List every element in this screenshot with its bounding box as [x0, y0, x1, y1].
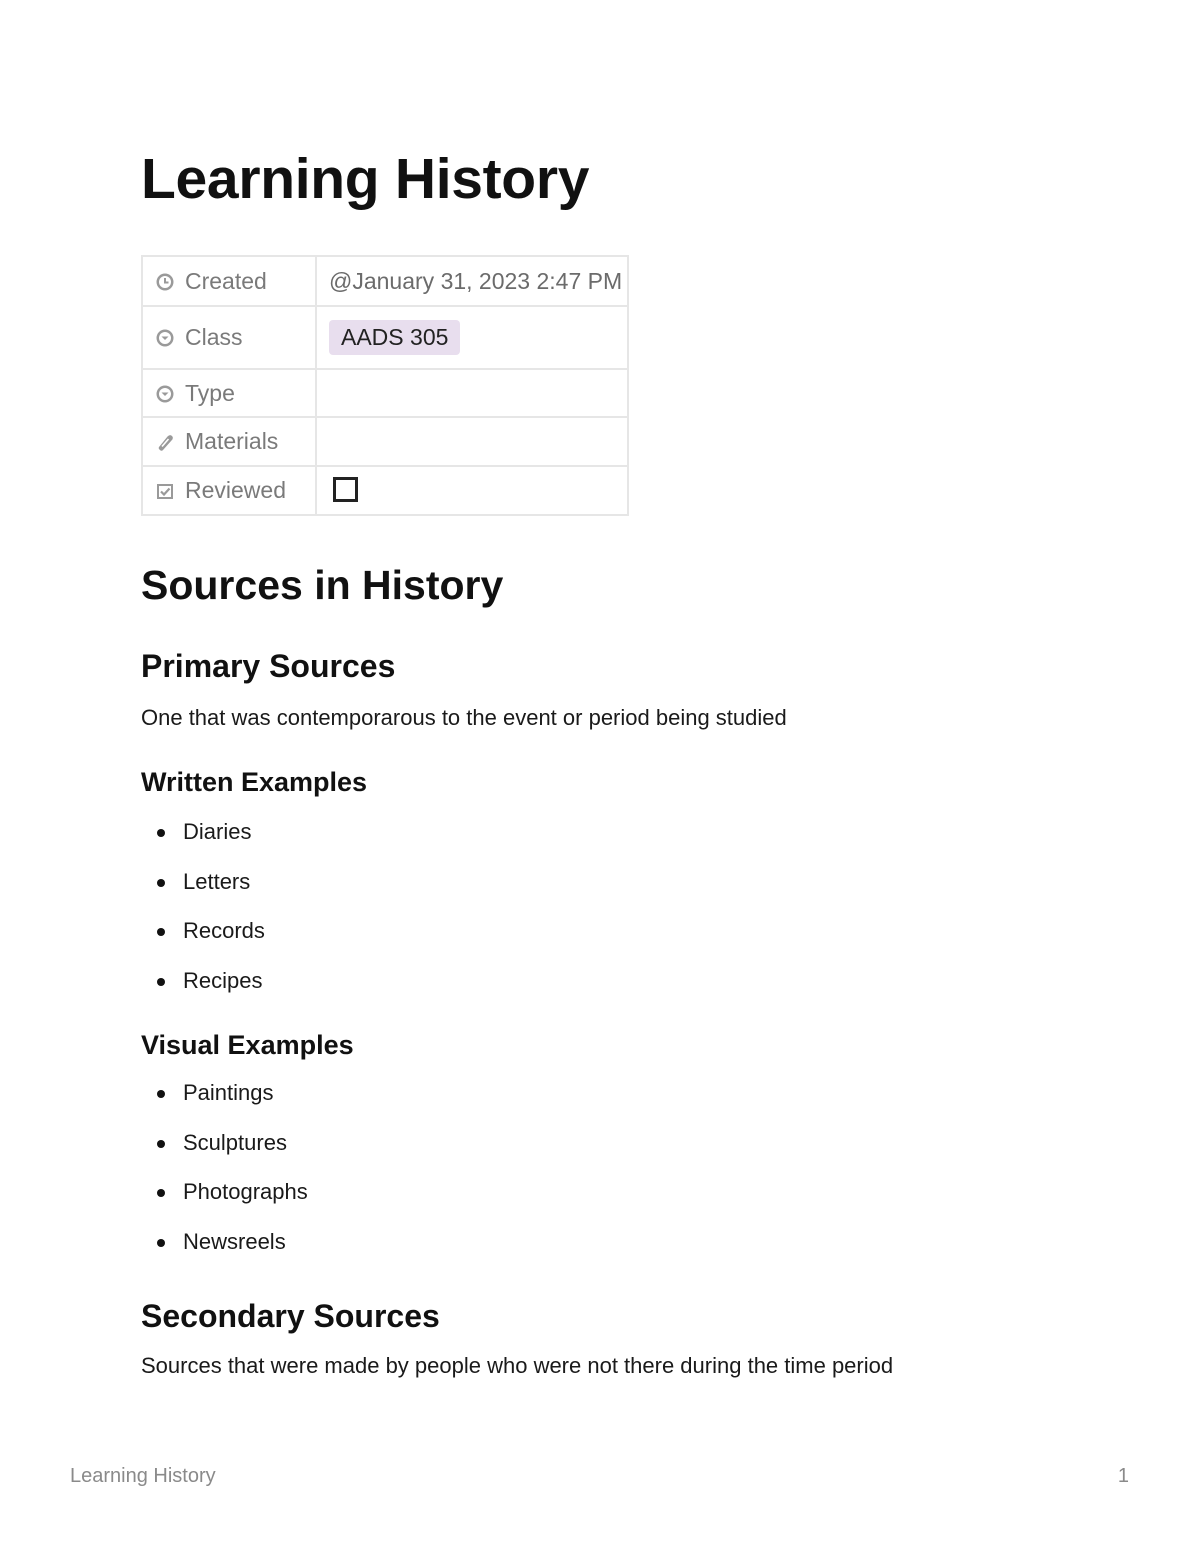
list-item: [141, 967, 265, 1017]
list-item-text: Recipes: [183, 967, 263, 993]
list-item-text: Photographs: [183, 1179, 308, 1204]
secondary-sources-heading: Secondary Sources: [141, 1298, 440, 1334]
list-item: [141, 1129, 308, 1179]
list-item: [141, 917, 265, 967]
bullet: [157, 1090, 165, 1098]
property-row-type: [142, 369, 628, 417]
section-heading: Sources in History: [141, 562, 504, 608]
paperclip-icon: [155, 432, 175, 452]
written-examples-heading: Written Examples: [141, 767, 368, 797]
property-value[interactable]: [316, 306, 628, 369]
list-item: [141, 1178, 308, 1228]
visual-examples-list: [141, 1079, 308, 1277]
property-label: Created: [185, 267, 267, 294]
properties-table: [141, 255, 629, 516]
secondary-sources-description: Sources that were made by people who were not there during the time period: [141, 1353, 894, 1378]
property-label: Type: [185, 379, 235, 406]
property-row-reviewed: [142, 466, 628, 515]
list-item: [141, 1079, 308, 1129]
list-item-text: Letters: [183, 868, 251, 894]
bullet: [157, 1239, 165, 1247]
property-label: Class: [185, 324, 243, 350]
bullet: [157, 1189, 165, 1197]
list-item-text: Sculptures: [183, 1129, 287, 1155]
list-item-text: Newsreels: [183, 1228, 286, 1254]
list-item-text: Diaries: [183, 819, 252, 844]
property-row-created: [142, 256, 628, 306]
property-value: [316, 466, 628, 515]
primary-sources-description: One that was contemporarous to the event or period being studied: [141, 705, 787, 730]
property-row-class: [142, 306, 628, 369]
page-number: 1: [1117, 1465, 1129, 1487]
list-item: [141, 1228, 308, 1278]
property-value[interactable]: [316, 369, 628, 417]
page-title: Learning History: [141, 147, 590, 211]
property-key: [142, 369, 316, 417]
reviewed-checkbox[interactable]: [333, 477, 358, 502]
select-icon: [155, 384, 175, 404]
property-key: [142, 306, 316, 369]
property-label: Reviewed: [185, 477, 286, 503]
written-examples-list: [141, 818, 265, 1016]
checkbox-icon: [155, 481, 175, 501]
property-key: [142, 256, 316, 306]
class-tag[interactable]: AADS 305: [329, 320, 460, 355]
property-key: [142, 466, 316, 515]
primary-sources-heading: Primary Sources: [141, 648, 396, 684]
property-row-materials: [142, 417, 628, 466]
bullet: [157, 1140, 165, 1148]
list-item-text: Records: [183, 918, 265, 943]
bullet: [157, 978, 165, 986]
bullet: [157, 928, 165, 936]
list-item-text: Paintings: [183, 1080, 274, 1105]
list-item: [141, 818, 265, 868]
list-item: [141, 868, 265, 918]
property-value[interactable]: @January 31, 2023 2:47 PM: [316, 256, 628, 306]
property-value[interactable]: [316, 417, 628, 466]
select-icon: [155, 328, 175, 348]
property-label: Materials: [185, 428, 279, 454]
bullet: [157, 879, 165, 887]
clock-icon: [155, 272, 175, 292]
visual-examples-heading: Visual Examples: [141, 1030, 354, 1060]
bullet: [157, 829, 165, 837]
footer-title: Learning History: [70, 1465, 216, 1487]
property-key: [142, 417, 316, 466]
